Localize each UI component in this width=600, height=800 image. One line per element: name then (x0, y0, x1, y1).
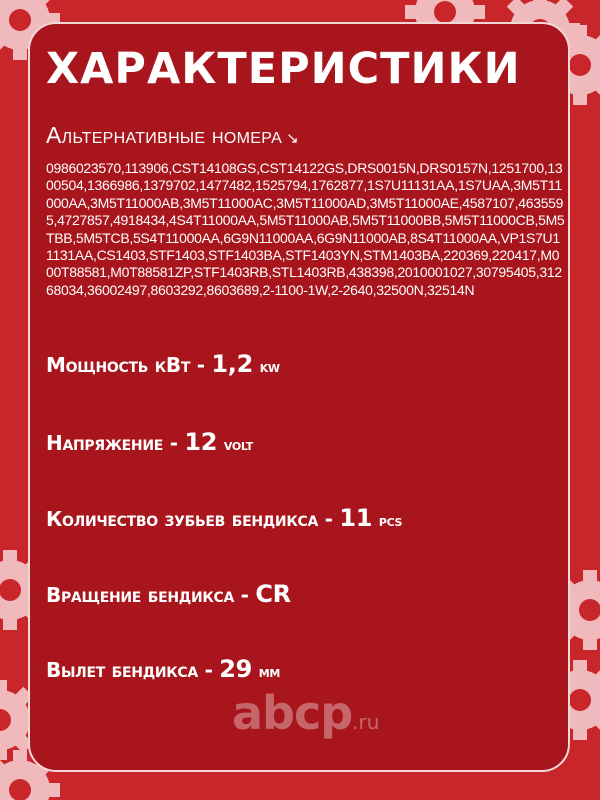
alternatives-heading-label: Альтернативные номера (46, 122, 283, 148)
spec-power (46, 350, 280, 378)
spec-separator: - (190, 353, 212, 377)
spec-label: Вылет бендикса (46, 658, 198, 682)
spec-value: 11 (339, 504, 373, 532)
spec-separator: - (197, 658, 220, 682)
alternatives-heading (46, 122, 299, 149)
spec-value: 12 (184, 428, 218, 456)
spec-label: Мощность кВт (46, 353, 191, 377)
spec-voltage (46, 428, 253, 456)
spec-unit: pcs (378, 512, 403, 530)
spec-value: 29 (219, 655, 253, 683)
spec-unit: kw (259, 358, 280, 376)
abcp-logo (232, 686, 379, 740)
spec-label: Вращение бендикса (46, 583, 235, 607)
spec-value: 1,2 (211, 350, 254, 378)
spec-rotation (46, 580, 291, 608)
spec-separator: - (163, 431, 185, 455)
spec-teeth (46, 504, 402, 532)
spec-label: Количество зубьев бендикса (46, 507, 318, 531)
spec-unit: мм (258, 663, 281, 681)
arrow-down-right-icon: ↘ (286, 130, 300, 147)
spec-offset (46, 655, 280, 683)
spec-separator: - (318, 507, 340, 531)
spec-value: CR (255, 580, 291, 608)
page-title: ХАРАКТЕРИСТИКИ (46, 44, 521, 94)
logo-main: abcp (232, 686, 353, 740)
spec-separator: - (234, 583, 256, 607)
spec-unit: volt (223, 436, 254, 454)
logo-suffix: .ru (352, 710, 380, 734)
spec-label: Напряжение (46, 431, 164, 455)
alternatives-list: 0986023570,113906,CST14108GS,CST14122GS,DRS0015N,DRS0157N,1251700,1300504,1366986,1379702,1477482,1525794,1762877,1S7U11131AA,1S7UAA,3M5T11000AA,3M5T11000AB,3M5T11000AC,3M5T11000AD,3M5T11000AE,4587107,4635595,4727857,4918434,4S4T11000AA,5M5T11000AB,5M5T11000BB,5M5T11000CB,5M5TBB,5M5TCB,5S4T11000AA,6G9N11000AA,6G9N11000AB,8S4T11000AA,VP1S7U11131AA,CS1403,STF1403,STF1403BA,STF1403YN,STM1403BA,220369,220417,M000T88581,M0T88581ZP,STF1403RB,STL1403RB,438398,2010001027,30795405,31268034,36002497,8603292,8603689,2-1100-1W,2-2640,32500N,32514N (46, 160, 565, 298)
